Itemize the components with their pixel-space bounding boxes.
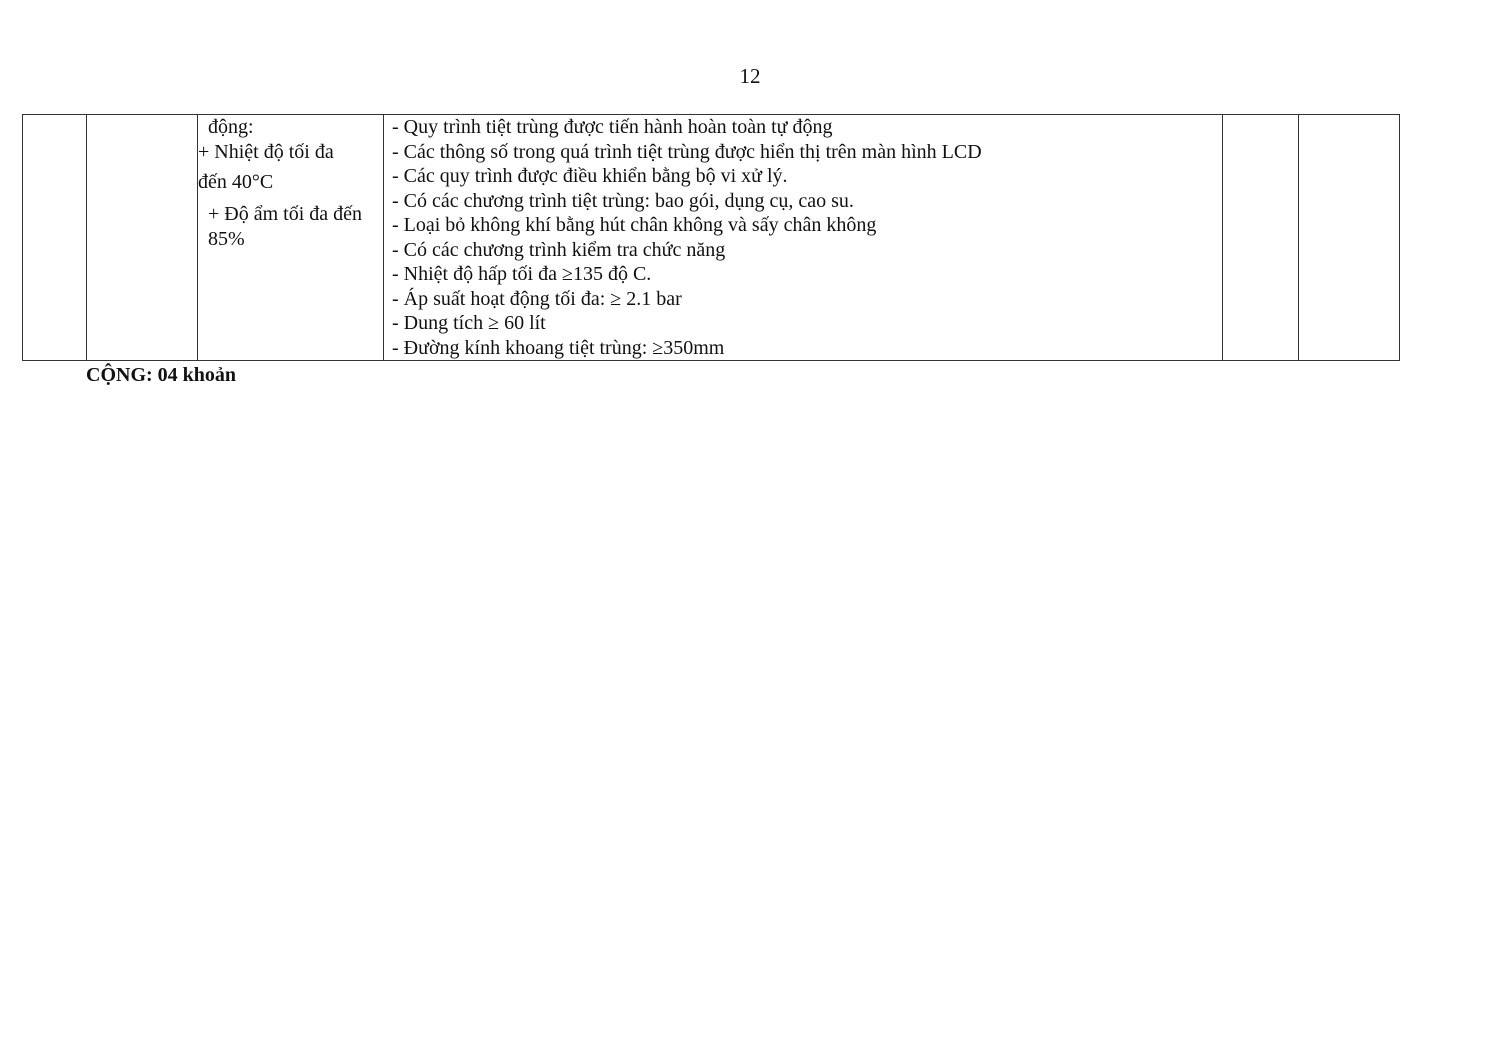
condition-line: + Nhiệt độ tối đa — [198, 140, 334, 163]
condition-line: + Độ ẩm tối đa đến — [208, 202, 363, 225]
condition-line: động: — [208, 116, 254, 138]
spec-line: - Có các chương trình kiểm tra chức năng — [392, 238, 726, 261]
condition-line: đến 40°C — [198, 171, 274, 193]
total-label: CỘNG: 04 khoản — [86, 364, 237, 386]
spec-line: - Quy trình tiệt trùng được tiến hành hoàn toàn tự động — [392, 116, 833, 138]
conditions-cell — [198, 115, 384, 361]
specifications-cell — [384, 115, 1223, 361]
spec-line: - Đường kính khoang tiệt trùng: ≥350mm — [392, 336, 725, 359]
condition-line: 85% — [208, 227, 245, 250]
index-cell — [23, 115, 87, 361]
page-number: 12 — [739, 64, 761, 88]
equipment-spec-table — [22, 114, 1400, 361]
spec-line: - Các thông số trong quá trình tiệt trùng được hiển thị trên màn hình LCD — [392, 140, 982, 163]
spec-line: - Các quy trình được điều khiển bằng bộ vi xử lý. — [392, 165, 788, 187]
spec-line: - Dung tích ≥ 60 lít — [392, 312, 546, 334]
spec-line: - Loại bỏ không khí bằng hút chân không và sấy chân không — [392, 214, 877, 236]
table-row — [23, 115, 1400, 361]
quantity-cell — [1299, 115, 1400, 361]
spec-line: - Có các chương trình tiệt trùng: bao gói, dụng cụ, cao su. — [392, 189, 854, 212]
unit-cell — [1223, 115, 1299, 361]
name-cell — [87, 115, 198, 361]
spec-line: - Nhiệt độ hấp tối đa ≥135 độ C. — [392, 263, 652, 285]
spec-line: - Áp suất hoạt động tối đa: ≥ 2.1 bar — [392, 287, 682, 310]
